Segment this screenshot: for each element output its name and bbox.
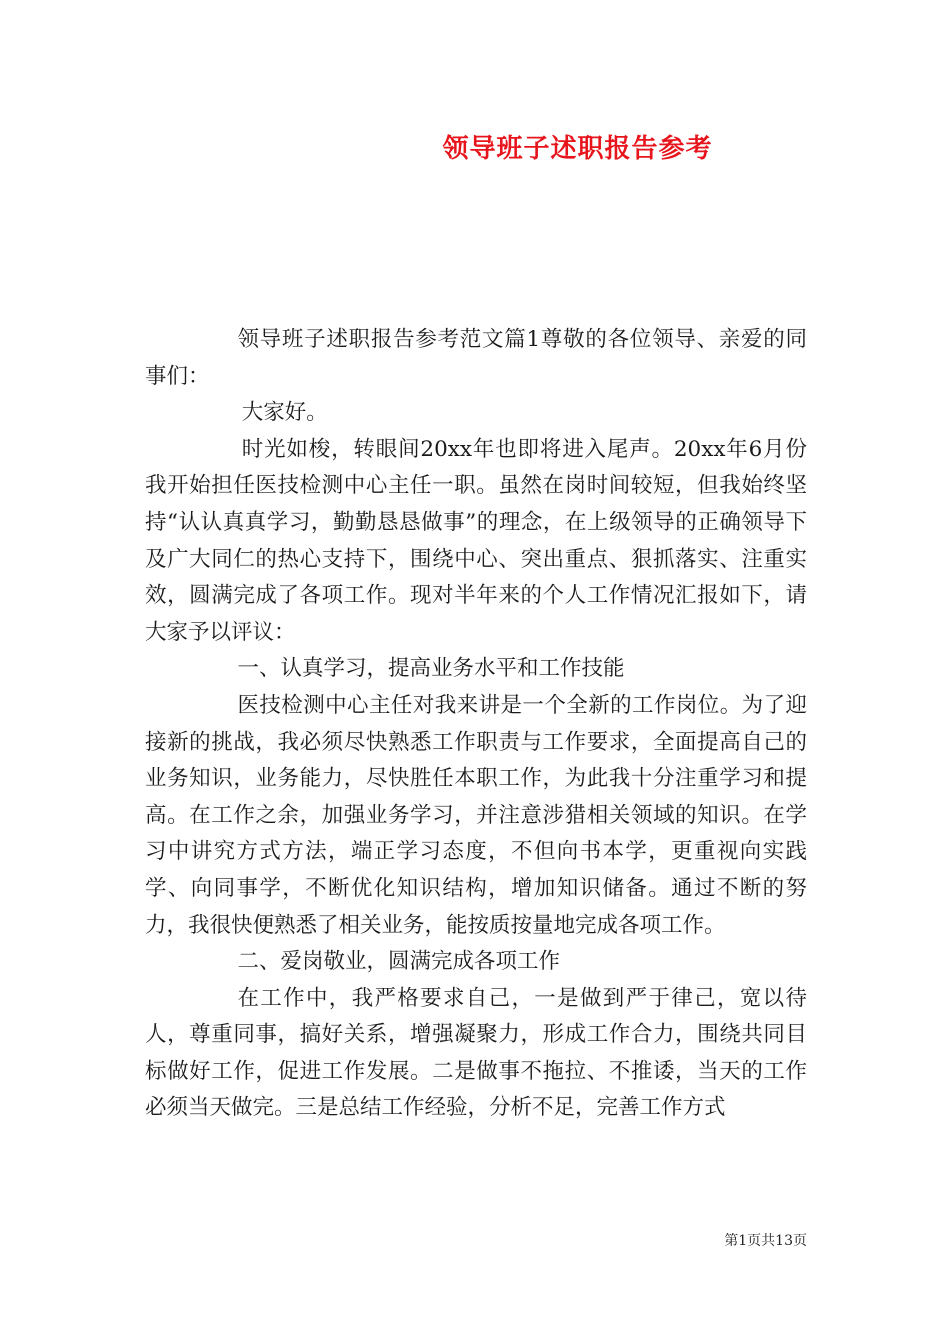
section-heading-2: 二、爱岗敬业，圆满完成各项工作	[237, 949, 560, 975]
paragraph-section-2: 在工作中，我严格要求自己，一是做到严于律己，宽以待人，尊重同事，搞好关系，增强凝聚力，形成工作合力，围绕共同目标做好工作，促进工作发展。二是做事不拖拉、不推诿，当天的工作必须当天做完。三是总结工作经验，分析不足，完善工作方式	[145, 985, 807, 1121]
document-title: 领导班子述职报告参考	[442, 134, 713, 164]
paragraph-intro: 领导班子述职报告参考范文篇1尊敬的各位领导、亲爱的同事们：	[145, 327, 807, 389]
section-heading-1: 一、认真学习，提高业务水平和工作技能	[237, 656, 625, 682]
document-body	[145, 322, 807, 1127]
paragraph-greeting: 大家好。	[241, 400, 328, 426]
paragraph-section-1: 医技检测中心主任对我来讲是一个全新的工作岗位。为了迎接新的挑战，我必须尽快熟悉工作职责与工作要求，全面提高自己的业务知识，业务能力，尽快胜任本职工作，为此我十分注重学习和提高。在工作之余，加强业务学习，并注意涉猎相关领域的知识。在学习中讲究方式方法，端正学习态度，不但向书本学，更重视向实践学、向同事学，不断优化知识结构，增加知识储备。通过不断的努力，我很快便熟悉了相关业务，能按质按量地完成各项工作。	[145, 692, 807, 938]
paragraph-overview: 时光如梭，转眼间20xx年也即将进入尾声。20xx年6月份我开始担任医技检测中心主任一职。虽然在岗时间较短，但我始终坚持“认认真真学习，勤勤恳恳做事”的理念，在上级领导的正确领导下及广大同仁的热心支持下，围绕中心、突出重点、狠抓落实、注重实效，圆满完成了各项工作。现对半年来的个人工作情况汇报如下，请大家予以评议：	[145, 436, 807, 645]
page-number-footer: 第1页共13页	[724, 1233, 807, 1249]
